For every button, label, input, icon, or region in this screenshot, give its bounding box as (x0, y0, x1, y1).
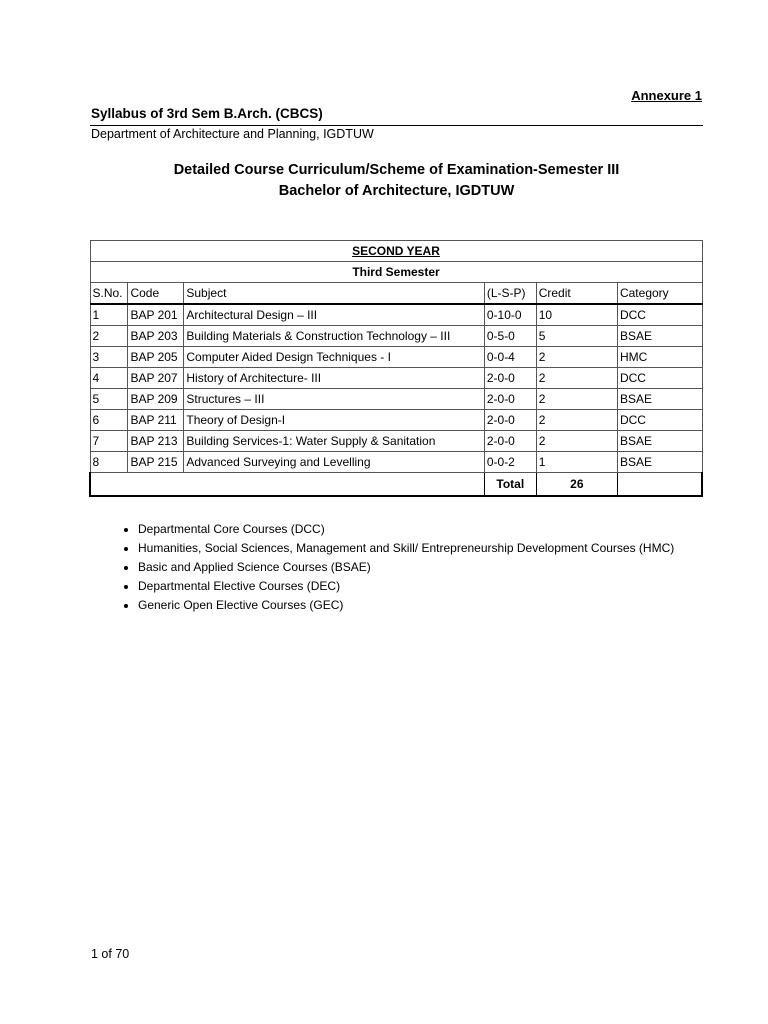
table-row (90, 347, 702, 368)
table-row (90, 326, 702, 347)
total-empty-cell (617, 473, 702, 497)
table-cell: 0-10-0 (484, 304, 536, 326)
total-value: 26 (536, 473, 617, 497)
table-row (90, 452, 702, 473)
table-cell: DCC (617, 368, 702, 389)
table-cell: 5 (90, 389, 128, 410)
table-cell: Computer Aided Design Techniques - I (184, 347, 484, 368)
table-cell: BSAE (617, 452, 702, 473)
table-cell: 0-0-2 (484, 452, 536, 473)
legend-item: • Departmental Core Courses (DCC) (138, 520, 731, 539)
table-cell: 2-0-0 (484, 368, 536, 389)
table-cell: BAP 205 (128, 347, 184, 368)
column-header: Subject (184, 283, 484, 305)
category-legend (110, 520, 731, 615)
table-cell: 2 (536, 410, 617, 431)
table-cell: 0-5-0 (484, 326, 536, 347)
year-row (90, 241, 702, 262)
table-cell: BAP 215 (128, 452, 184, 473)
legend-item: • Basic and Applied Science Courses (BSAE) (138, 558, 731, 577)
table-cell: Structures – III (184, 389, 484, 410)
table-cell: 2 (90, 326, 128, 347)
legend-item: • Humanities, Social Sciences, Management and Skill/ Entrepreneurship Development Courses (HMC) (138, 539, 731, 558)
column-header: Category (617, 283, 702, 305)
table-row (90, 389, 702, 410)
table-cell: 2-0-0 (484, 410, 536, 431)
table-cell: History of Architecture- III (184, 368, 484, 389)
table-row (90, 431, 702, 452)
page-number: 1 of 70 (91, 947, 130, 961)
total-row (90, 473, 702, 497)
table-cell: HMC (617, 347, 702, 368)
table-cell: BSAE (617, 326, 702, 347)
table-cell: 3 (90, 347, 128, 368)
table-cell: 4 (90, 368, 128, 389)
curriculum-table (89, 240, 703, 497)
table-header-row (90, 283, 702, 305)
table-cell: 1 (90, 304, 128, 326)
table-row (90, 410, 702, 431)
table-cell: 2 (536, 347, 617, 368)
page-title (90, 160, 703, 202)
column-header: Code (128, 283, 184, 305)
table-cell: 0-0-4 (484, 347, 536, 368)
table-cell: 8 (90, 452, 128, 473)
table-cell: 5 (536, 326, 617, 347)
annexure-label: Annexure 1 (631, 88, 702, 103)
table-cell: BAP 211 (128, 410, 184, 431)
table-cell: BAP 213 (128, 431, 184, 452)
table-cell: 2 (536, 368, 617, 389)
table-cell: 10 (536, 304, 617, 326)
column-header: Credit (536, 283, 617, 305)
column-header: (L-S-P) (484, 283, 536, 305)
total-blank-cell (90, 473, 484, 497)
column-header: S.No. (90, 283, 128, 305)
total-label: Total (484, 473, 536, 497)
table-cell: DCC (617, 410, 702, 431)
table-cell: BAP 201 (128, 304, 184, 326)
table-cell: 7 (90, 431, 128, 452)
table-cell: Advanced Surveying and Levelling (184, 452, 484, 473)
header-divider (90, 125, 703, 126)
table-cell: BSAE (617, 431, 702, 452)
table-cell: 2 (536, 389, 617, 410)
semester-heading: Third Semester (90, 262, 702, 283)
department-name: Department of Architecture and Planning, IGDTUW (91, 127, 374, 141)
legend-item: • Departmental Elective Courses (DEC) (138, 577, 731, 596)
title-line-1: Detailed Course Curriculum/Scheme of Examination-Semester III (173, 162, 620, 178)
table-row (90, 304, 702, 326)
syllabus-title: Syllabus of 3rd Sem B.Arch. (CBCS) (91, 106, 323, 121)
table-cell: 6 (90, 410, 128, 431)
table-cell: BSAE (617, 389, 702, 410)
semester-row (90, 262, 702, 283)
table-cell: BAP 207 (128, 368, 184, 389)
table-cell: Building Services-1: Water Supply & Sanitation (184, 431, 484, 452)
table-cell: BAP 209 (128, 389, 184, 410)
table-cell: 2-0-0 (484, 389, 536, 410)
table-cell: Theory of Design-I (184, 410, 484, 431)
table-cell: Architectural Design – III (184, 304, 484, 326)
table-cell: Building Materials & Construction Technology – III (184, 326, 484, 347)
title-line-2: Bachelor of Architecture, IGDTUW (278, 183, 515, 199)
table-cell: BAP 203 (128, 326, 184, 347)
table-cell: 1 (536, 452, 617, 473)
table-row (90, 368, 702, 389)
legend-item: • Generic Open Elective Courses (GEC) (138, 596, 731, 615)
table-cell: DCC (617, 304, 702, 326)
table-cell: 2 (536, 431, 617, 452)
table-cell: 2-0-0 (484, 431, 536, 452)
year-heading: SECOND YEAR (90, 241, 702, 262)
